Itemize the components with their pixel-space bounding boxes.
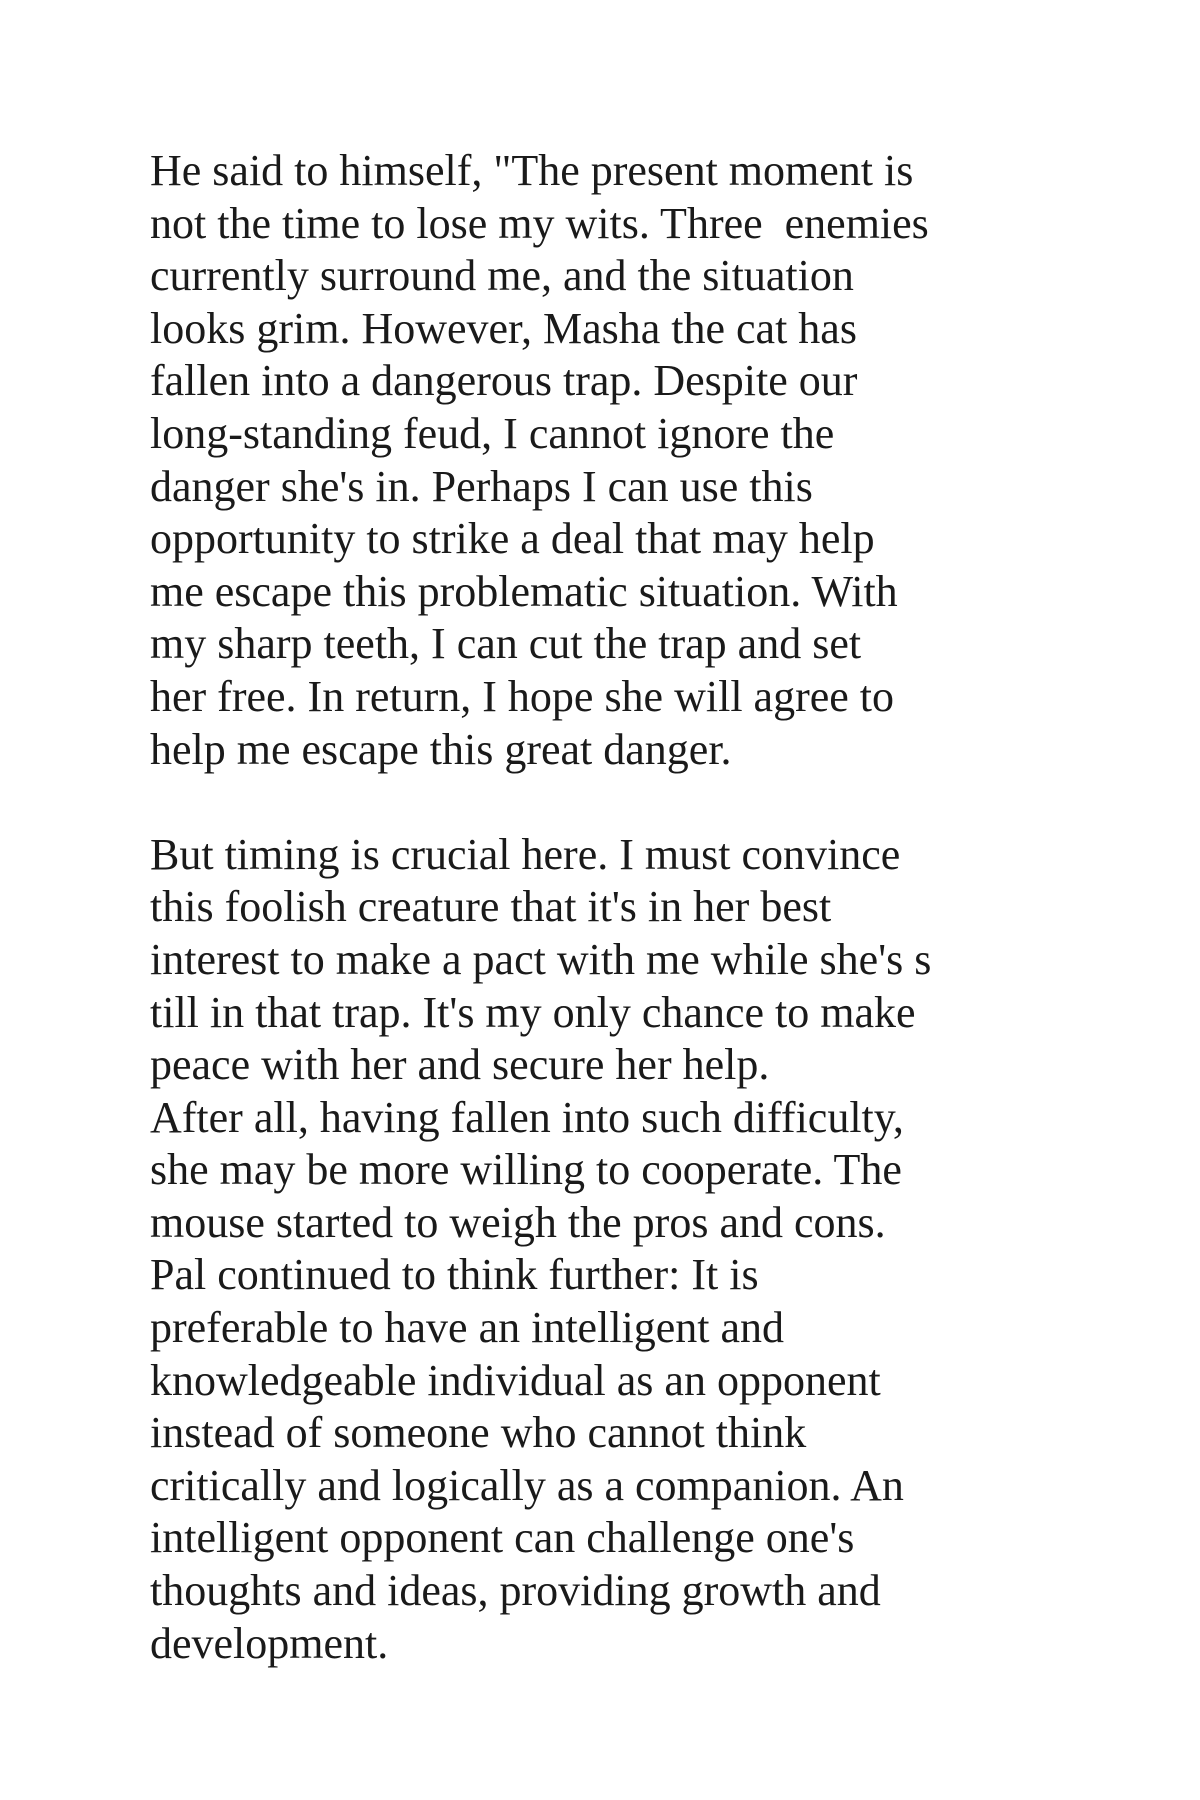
text-line: my sharp teeth, I can cut the trap and set bbox=[150, 619, 862, 669]
text-line: mouse started to weigh the pros and cons. bbox=[150, 1197, 886, 1247]
text-line: thoughts and ideas, providing growth and bbox=[150, 1566, 881, 1616]
text-line: her free. In return, I hope she will agree to bbox=[150, 671, 895, 721]
body-text bbox=[150, 145, 1150, 1670]
text-line: He said to himself, "The present moment is bbox=[150, 146, 914, 195]
text-line: danger she's in. Perhaps I can use this bbox=[150, 461, 813, 511]
text-line: intelligent opponent can challenge one's bbox=[150, 1513, 855, 1563]
paragraph-2 bbox=[150, 829, 1150, 1671]
paragraph-1 bbox=[150, 145, 1150, 776]
text-line: fallen into a dangerous trap. Despite our bbox=[150, 356, 858, 406]
text-line: opportunity to strike a deal that may help bbox=[150, 514, 875, 564]
text-line: But timing is crucial here. I must convince bbox=[150, 829, 901, 879]
text-line: preferable to have an intelligent and bbox=[150, 1303, 785, 1353]
text-line: development. bbox=[150, 1618, 389, 1668]
text-line: After all, having fallen into such difficulty, bbox=[150, 1092, 904, 1142]
text-line: till in that trap. It's my only chance to make bbox=[150, 987, 916, 1037]
text-line: knowledgeable individual as an opponent bbox=[150, 1355, 881, 1405]
text-line: currently surround me, and the situation bbox=[150, 251, 854, 301]
text-line: she may be more willing to cooperate. The bbox=[150, 1145, 902, 1195]
text-line: Pal continued to think further: It is bbox=[150, 1250, 759, 1300]
text-line: instead of someone who cannot think bbox=[150, 1408, 807, 1458]
text-line: not the time to lose my wits. Three enemies bbox=[150, 198, 929, 248]
text-line: long-standing feud, I cannot ignore the bbox=[150, 408, 835, 458]
text-line: critically and logically as a companion. An bbox=[150, 1460, 904, 1510]
text-line: peace with her and secure her help. bbox=[150, 1040, 770, 1090]
text-line: interest to make a pact with me while she's s bbox=[150, 934, 932, 984]
text-line: help me escape this great danger. bbox=[150, 724, 732, 774]
text-line: this foolish creature that it's in her best bbox=[150, 882, 832, 932]
text-line: me escape this problematic situation. With bbox=[150, 566, 898, 616]
text-line: looks grim. However, Masha the cat has bbox=[150, 303, 857, 353]
paragraph-gap bbox=[150, 776, 1150, 829]
